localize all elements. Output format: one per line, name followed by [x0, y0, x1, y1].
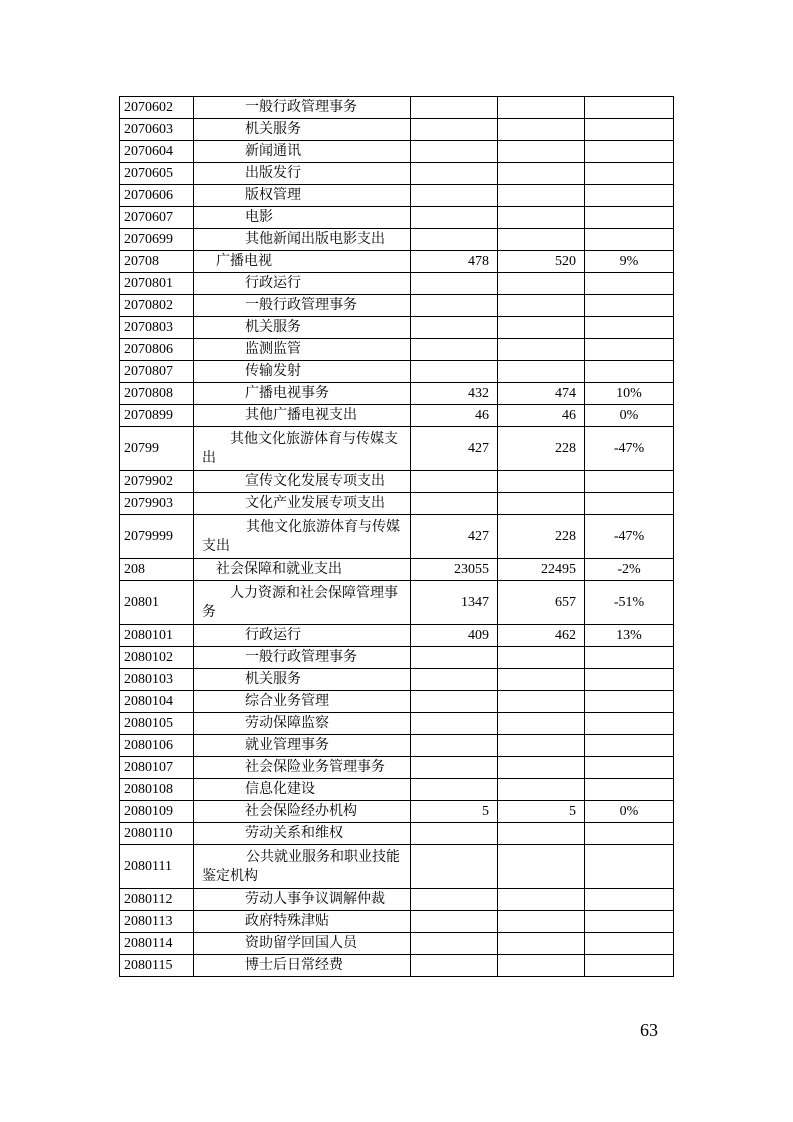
table-row — [120, 317, 674, 339]
table-row — [120, 471, 674, 493]
row-percent: -51% — [585, 581, 674, 625]
row-name: 劳动人事争议调解仲裁 — [194, 889, 411, 911]
row-percent — [585, 295, 674, 317]
row-code: 2070604 — [120, 141, 194, 163]
row-name: 政府特殊津贴 — [194, 911, 411, 933]
table-row — [120, 735, 674, 757]
row-name: 博士后日常经费 — [194, 955, 411, 977]
row-name: 其他新闻出版电影支出 — [194, 229, 411, 251]
row-percent — [585, 207, 674, 229]
table-row — [120, 933, 674, 955]
row-value-1 — [411, 779, 498, 801]
row-value-2: 462 — [498, 625, 585, 647]
row-value-2 — [498, 845, 585, 889]
row-value-2: 228 — [498, 515, 585, 559]
row-code: 2070603 — [120, 119, 194, 141]
row-name: 宣传文化发展专项支出 — [194, 471, 411, 493]
row-value-1: 427 — [411, 427, 498, 471]
row-value-1 — [411, 317, 498, 339]
row-percent — [585, 493, 674, 515]
row-value-2 — [498, 933, 585, 955]
row-percent — [585, 823, 674, 845]
row-value-2 — [498, 647, 585, 669]
row-percent — [585, 669, 674, 691]
row-value-1 — [411, 911, 498, 933]
row-value-1 — [411, 669, 498, 691]
row-code: 2080104 — [120, 691, 194, 713]
row-value-1: 23055 — [411, 559, 498, 581]
row-value-1 — [411, 713, 498, 735]
row-name: 机关服务 — [194, 119, 411, 141]
row-value-2: 657 — [498, 581, 585, 625]
row-name: 电影 — [194, 207, 411, 229]
table-row — [120, 119, 674, 141]
row-value-1 — [411, 647, 498, 669]
table-row — [120, 207, 674, 229]
row-code: 2080105 — [120, 713, 194, 735]
table-row — [120, 779, 674, 801]
row-code: 2070605 — [120, 163, 194, 185]
row-code: 2080114 — [120, 933, 194, 955]
row-value-2 — [498, 735, 585, 757]
row-percent — [585, 955, 674, 977]
row-name: 劳动保障监察 — [194, 713, 411, 735]
row-value-2 — [498, 955, 585, 977]
row-value-2 — [498, 295, 585, 317]
row-percent: 0% — [585, 405, 674, 427]
row-value-2 — [498, 207, 585, 229]
row-name: 就业管理事务 — [194, 735, 411, 757]
row-code: 20801 — [120, 581, 194, 625]
budget-table — [119, 96, 674, 977]
row-percent — [585, 911, 674, 933]
table-row — [120, 713, 674, 735]
table-row — [120, 229, 674, 251]
row-name: 社会保障和就业支出 — [194, 559, 411, 581]
row-value-2 — [498, 339, 585, 361]
row-percent — [585, 317, 674, 339]
table-row — [120, 163, 674, 185]
row-percent — [585, 185, 674, 207]
table-row — [120, 955, 674, 977]
table-row — [120, 647, 674, 669]
row-percent — [585, 845, 674, 889]
row-value-2 — [498, 97, 585, 119]
row-value-2: 228 — [498, 427, 585, 471]
page-number: 63 — [640, 1020, 658, 1040]
row-percent: 9% — [585, 251, 674, 273]
table-row — [120, 339, 674, 361]
row-value-2 — [498, 691, 585, 713]
table-row — [120, 581, 674, 625]
row-percent: -47% — [585, 427, 674, 471]
row-code: 2080107 — [120, 757, 194, 779]
row-percent — [585, 691, 674, 713]
row-percent: 10% — [585, 383, 674, 405]
row-value-1: 432 — [411, 383, 498, 405]
row-name: 公共就业服务和职业技能鉴定机构 — [194, 845, 411, 889]
table-row — [120, 515, 674, 559]
row-percent — [585, 889, 674, 911]
row-name: 版权管理 — [194, 185, 411, 207]
row-value-1: 1347 — [411, 581, 498, 625]
row-code: 2070606 — [120, 185, 194, 207]
row-value-2 — [498, 889, 585, 911]
row-percent: -47% — [585, 515, 674, 559]
row-percent: 13% — [585, 625, 674, 647]
row-value-1 — [411, 691, 498, 713]
row-percent — [585, 119, 674, 141]
row-value-2: 520 — [498, 251, 585, 273]
row-name: 人力资源和社会保障管理事务 — [194, 581, 411, 625]
row-name: 综合业务管理 — [194, 691, 411, 713]
row-percent: 0% — [585, 801, 674, 823]
row-code: 2070699 — [120, 229, 194, 251]
row-value-1 — [411, 823, 498, 845]
row-percent — [585, 735, 674, 757]
row-value-1 — [411, 141, 498, 163]
row-code: 2080108 — [120, 779, 194, 801]
row-value-2: 22495 — [498, 559, 585, 581]
row-percent — [585, 471, 674, 493]
row-name: 其他文化旅游体育与传媒支出 — [194, 515, 411, 559]
row-value-1 — [411, 295, 498, 317]
table-row — [120, 361, 674, 383]
row-percent — [585, 713, 674, 735]
table-row — [120, 141, 674, 163]
row-name: 劳动关系和维权 — [194, 823, 411, 845]
row-value-1: 46 — [411, 405, 498, 427]
row-code: 2079902 — [120, 471, 194, 493]
row-value-1: 427 — [411, 515, 498, 559]
table-row — [120, 845, 674, 889]
row-value-1 — [411, 933, 498, 955]
row-value-2 — [498, 471, 585, 493]
row-code: 2080112 — [120, 889, 194, 911]
row-value-2 — [498, 163, 585, 185]
row-percent — [585, 141, 674, 163]
row-name: 信息化建设 — [194, 779, 411, 801]
row-value-2: 474 — [498, 383, 585, 405]
row-value-1 — [411, 339, 498, 361]
table-row — [120, 383, 674, 405]
row-percent — [585, 97, 674, 119]
row-value-1 — [411, 361, 498, 383]
row-code: 2080110 — [120, 823, 194, 845]
row-code: 2070899 — [120, 405, 194, 427]
table-row — [120, 405, 674, 427]
row-value-1: 409 — [411, 625, 498, 647]
row-value-2 — [498, 185, 585, 207]
table-row — [120, 801, 674, 823]
row-percent — [585, 163, 674, 185]
table-row — [120, 493, 674, 515]
row-value-1 — [411, 845, 498, 889]
row-code: 208 — [120, 559, 194, 581]
row-name: 一般行政管理事务 — [194, 647, 411, 669]
row-name: 新闻通讯 — [194, 141, 411, 163]
row-name: 机关服务 — [194, 317, 411, 339]
row-name: 监测监管 — [194, 339, 411, 361]
row-name: 其他文化旅游体育与传媒支出 — [194, 427, 411, 471]
row-code: 2070808 — [120, 383, 194, 405]
row-value-1 — [411, 207, 498, 229]
row-code: 2080111 — [120, 845, 194, 889]
row-percent — [585, 229, 674, 251]
row-name: 广播电视事务 — [194, 383, 411, 405]
row-value-2 — [498, 493, 585, 515]
row-code: 2079999 — [120, 515, 194, 559]
row-code: 2080115 — [120, 955, 194, 977]
row-value-2 — [498, 141, 585, 163]
row-name: 一般行政管理事务 — [194, 97, 411, 119]
row-value-1 — [411, 757, 498, 779]
table-row — [120, 757, 674, 779]
row-value-2 — [498, 779, 585, 801]
row-code: 2080109 — [120, 801, 194, 823]
row-value-2: 5 — [498, 801, 585, 823]
row-name: 出版发行 — [194, 163, 411, 185]
row-value-1 — [411, 119, 498, 141]
table-row — [120, 625, 674, 647]
row-value-1 — [411, 273, 498, 295]
table-row — [120, 559, 674, 581]
row-value-2 — [498, 911, 585, 933]
row-code: 2070807 — [120, 361, 194, 383]
row-percent — [585, 273, 674, 295]
row-percent — [585, 361, 674, 383]
table-row — [120, 889, 674, 911]
row-percent — [585, 647, 674, 669]
row-name: 一般行政管理事务 — [194, 295, 411, 317]
row-value-1 — [411, 735, 498, 757]
row-code: 20799 — [120, 427, 194, 471]
row-value-2: 46 — [498, 405, 585, 427]
table-row — [120, 691, 674, 713]
row-value-1 — [411, 185, 498, 207]
row-code: 2079903 — [120, 493, 194, 515]
row-percent — [585, 757, 674, 779]
table-row — [120, 185, 674, 207]
row-code: 2070806 — [120, 339, 194, 361]
row-name: 传输发射 — [194, 361, 411, 383]
table-row — [120, 273, 674, 295]
row-value-2 — [498, 273, 585, 295]
row-name: 广播电视 — [194, 251, 411, 273]
row-code: 2070802 — [120, 295, 194, 317]
row-percent — [585, 339, 674, 361]
row-name: 机关服务 — [194, 669, 411, 691]
row-code: 2070803 — [120, 317, 194, 339]
row-name: 社会保险业务管理事务 — [194, 757, 411, 779]
row-value-1 — [411, 97, 498, 119]
row-code: 2080102 — [120, 647, 194, 669]
row-value-2 — [498, 229, 585, 251]
row-value-2 — [498, 757, 585, 779]
row-code: 2070801 — [120, 273, 194, 295]
row-value-1 — [411, 229, 498, 251]
row-value-1: 478 — [411, 251, 498, 273]
row-name: 行政运行 — [194, 625, 411, 647]
row-percent — [585, 933, 674, 955]
table-row — [120, 295, 674, 317]
row-value-1 — [411, 889, 498, 911]
row-code: 20708 — [120, 251, 194, 273]
row-value-1: 5 — [411, 801, 498, 823]
row-code: 2080106 — [120, 735, 194, 757]
row-name: 其他广播电视支出 — [194, 405, 411, 427]
table-row — [120, 911, 674, 933]
table-row — [120, 427, 674, 471]
row-value-1 — [411, 163, 498, 185]
row-code: 2070602 — [120, 97, 194, 119]
row-value-1 — [411, 493, 498, 515]
row-name: 文化产业发展专项支出 — [194, 493, 411, 515]
table-row — [120, 251, 674, 273]
row-value-1 — [411, 471, 498, 493]
row-code: 2080101 — [120, 625, 194, 647]
row-name: 行政运行 — [194, 273, 411, 295]
row-code: 2080103 — [120, 669, 194, 691]
table-row — [120, 669, 674, 691]
table-row — [120, 823, 674, 845]
row-value-2 — [498, 669, 585, 691]
row-name: 资助留学回国人员 — [194, 933, 411, 955]
row-percent: -2% — [585, 559, 674, 581]
row-code: 2070607 — [120, 207, 194, 229]
row-value-2 — [498, 119, 585, 141]
row-value-1 — [411, 955, 498, 977]
row-value-2 — [498, 823, 585, 845]
row-value-2 — [498, 317, 585, 339]
row-code: 2080113 — [120, 911, 194, 933]
row-percent — [585, 779, 674, 801]
row-name: 社会保险经办机构 — [194, 801, 411, 823]
table-row — [120, 97, 674, 119]
row-value-2 — [498, 361, 585, 383]
row-value-2 — [498, 713, 585, 735]
